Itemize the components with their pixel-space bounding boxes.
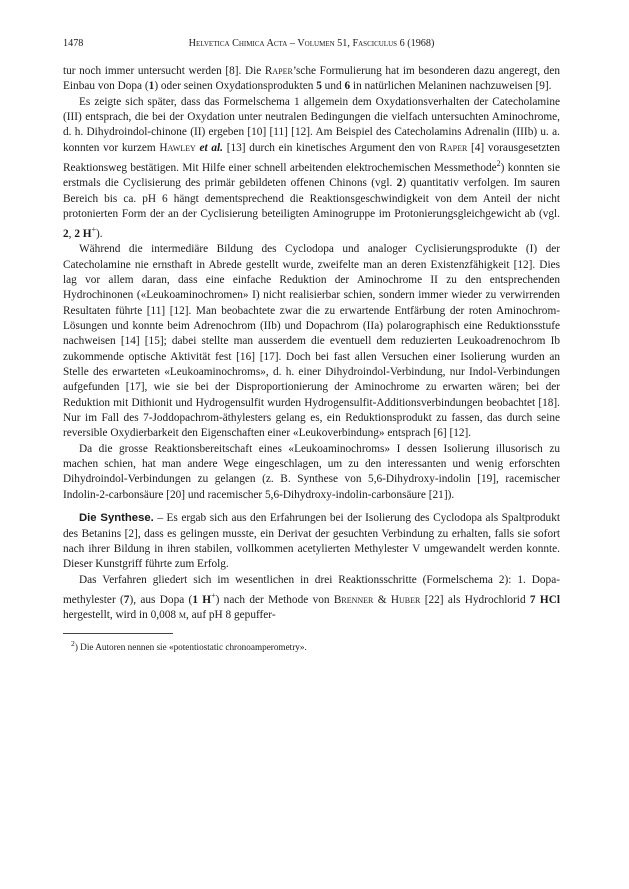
paragraph (63, 573, 560, 624)
page-number: 1478 (63, 38, 84, 49)
text-run: Während die intermediäre Bildung des Cyclodopa und analoger Cyclisierungsprodukte (I) der Catecholamine nie ernsthaft in Abrede gestellt wurde, zweifelte man an deren Existenzfähigkeit [12]. Dies lag vor allem daran, dass eine einfache Reduktion der Aminochrome II zu den entsprechenden Hydrochinonen («Leukoaminochromen» I) nicht realisierbar schien, sondern immer wieder zu verwirrenden Resultaten führte [11] [12]. Man beobachtete zwar die zu erwartende Entfärbung der roten Aminochrom-Lösungen und konnte beim Adrenochrom (IIb) und Dopachrom (IIa) polarographisch eine Reduktionsstufe nachweisen [14] [15]; dabei stellte man ausserdem die eventuell dem reduzierten Leukoadrenochrom Ib zukommende optische Aktivität fest [16] [17]. Doch bei fast allen Versuchen einer Isolierung wurden an Stelle des erwarteten «Leukoaminochroms», d. h. einer Dihydroindol-Verbindung, nur Indol-Verbindungen aufgefunden [17], wie sie bei der Disproportionierung der Aminochrome zu erwarten wären; bei der Reduktion mit Dithionit und Hydrogensulfit wurden Hydrogensulfit-Additionsverbindungen beobachtet [18]. Nur im Fall des 7-Joddopachrom-äthylesters gelang es, ein Reduktionsprodukt zu fassen, das durch seine reversible Oxydierbarkeit den Eigenschaften einer «Leukoverbindung» entsprach [6] [12]. (63, 243, 560, 440)
text-run: ), aus Dopa ( (129, 593, 193, 606)
footnote (63, 638, 560, 653)
text-run: , auf pH 8 gepuffer- (186, 608, 276, 621)
text-run: Da die grosse Reaktionsbereitschaft eines «Leukoaminochroms» I dessen Isolierung illusorisch zu machen schien, hat man andere Wege eingeschlagen, um zu den interessanten und wenig erforschten Dihydroindol-Verbindungen zu gelangen (z. B. Synthese von 5,6-Dihydroxy-indolin [19], racemischer Indolin-2-carbonsäure [20] und racemischer 5,6-Dihydroxy-indolin-carbonsäure [21]). (63, 442, 560, 501)
text-run: Brenner (333, 593, 374, 606)
text-run: 6 (344, 80, 351, 93)
text-run: ’sche Formulierung hat im besonderen dazu angeregt, den Einbau von Dopa ( (63, 65, 560, 93)
text-run: und (321, 80, 345, 93)
paragraph (63, 242, 560, 441)
text-run: 2 (396, 177, 403, 190)
text-run: ) oder seinen Oxydationsprodukten (154, 80, 317, 93)
text-run: Es zeigte sich später, dass das Formelschema 1 allgemein dem Oxydationsverhalten der Catecholamine (III) entsprach, die bei der Oxydation unter neutralen Bedingungen die vielfach untersuchten Aminochrome, d. h. Dihydroindol-chinone (II) ergeben [10] [11] [12]. Am Beispiel des Catecholamins Adrenalin (IIIb) u. a. konnten vor kurzem (63, 95, 560, 154)
text-run: 2 (496, 159, 501, 169)
text-run: ) quantitativ verfolgen. Im sauren Bereich bis ca. pH 6 hängt dementsprechend die Reaktionsgeschwindigkeit von dem Anteil der nicht protonierten Form der an der Cyclisierung beteiligten Aminogruppe im Protonierungsgleichgewicht ab (vgl. (63, 177, 560, 220)
text-run: [13] durch ein kinetisches Argument den von (223, 141, 440, 154)
text-run: 1 (148, 80, 155, 93)
text-run: 5 (316, 80, 322, 93)
journal-page (63, 38, 560, 653)
text-run: et al. (199, 141, 223, 154)
text-run: [4] vorausgesetzten Reaktionsweg bestätigen. Mit Hilfe einer schnell arbeitenden elektrochemischen Messmethode (63, 141, 561, 174)
footnote-divider (63, 633, 173, 634)
text-run: Raper (439, 141, 468, 154)
text-run: + (211, 590, 216, 600)
text-run: hergestellt, wird in 0,008 (63, 608, 179, 621)
text-run: Die Synthese. (79, 512, 154, 525)
text-run: , (68, 227, 75, 240)
body-text (63, 64, 560, 623)
text-run: tur noch immer untersucht werden [8]. Die (63, 65, 265, 77)
page-header (63, 38, 560, 54)
text-run: Raper (264, 65, 293, 77)
text-run: m (178, 608, 187, 621)
text-run: 2 H (74, 227, 92, 240)
text-run: in natürlichen Melaninen nachzuweisen [9]. (350, 80, 552, 93)
paragraph (63, 95, 560, 243)
text-run: + (91, 225, 97, 235)
running-head: Helvetica Chimica Acta – Volumen 51, Fasciculus 6 (1968) (188, 38, 435, 49)
text-run: Hawley (159, 141, 196, 154)
text-run: & (373, 593, 391, 606)
footnote-marker: 2 (71, 639, 75, 649)
text-run: – Es ergab sich aus den Erfahrungen bei der Isolierung des Cyclodopa als Spaltprodukt des Betanins [2], dass es gelingen musste, ein Derivat der gesuchten Verbindung zu erhalten, falls sie sofort nach ihrer Bildung in ihren stabilen, vollkommen acetylierten Methylester V umgewandelt werden konnte. Dieser Kunstgriff führte zum Erfolg. (63, 512, 560, 571)
paragraph (63, 442, 560, 503)
text-run: ) nach der Methode von (215, 593, 334, 606)
text-run: ). (96, 227, 103, 240)
text-run: 7 HCl (529, 593, 560, 606)
paragraph (63, 64, 560, 95)
text-run: [22] als Hydrochlorid (420, 593, 530, 606)
text-run: Das Verfahren gliedert sich im wesentlichen in drei Reaktionsschritte (Formelschema 2): 1. Dopa-methylester ( (63, 573, 560, 606)
section-paragraph (63, 511, 560, 572)
text-run: 1 H (192, 593, 212, 606)
text-run: 7 (123, 593, 130, 606)
text-run: 2 (63, 227, 69, 240)
footnote-text: ) Die Autoren nennen sie «potentiostatic chronoamperometry». (74, 642, 307, 653)
text-run: Huber (390, 593, 421, 606)
text-run: ) konnten sie erstmals die Cyclisierung des primär gebildeten offenen Chinons (vgl. (63, 161, 560, 190)
